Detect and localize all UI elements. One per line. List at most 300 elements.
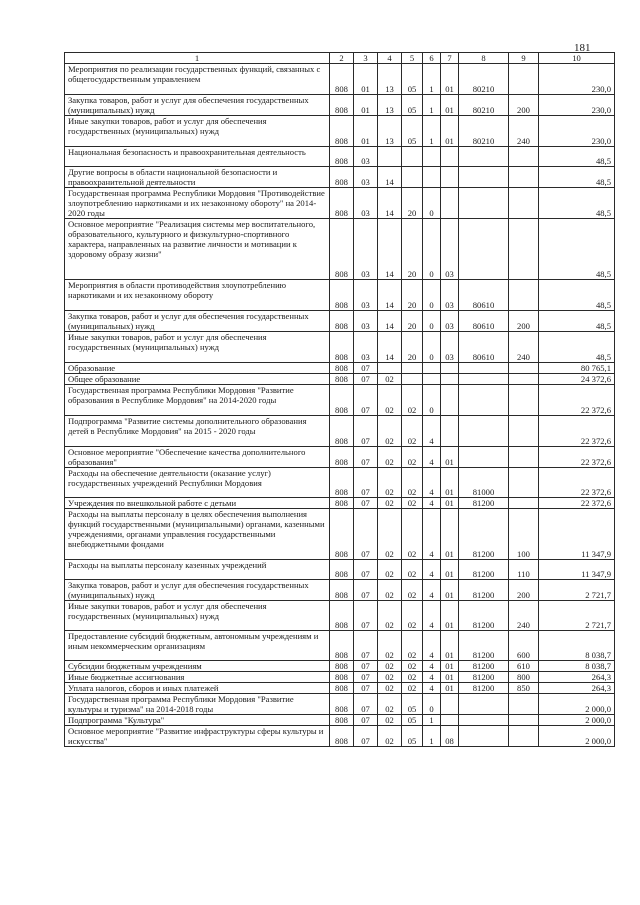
row-name: Основное мероприятие "Обеспечение качества дополнительного образования" — [65, 447, 330, 468]
code-grbs: 808 — [330, 468, 354, 498]
code-event: 01 — [441, 631, 459, 661]
row-name: Расходы на выплаты персоналу казенных учреждений — [65, 560, 330, 580]
table-row — [65, 363, 615, 374]
column-header: 9 — [509, 53, 539, 64]
code-subprogram: 4 — [423, 468, 441, 498]
code-section: 07 — [354, 447, 378, 468]
column-header: 2 — [330, 53, 354, 64]
code-event: 01 — [441, 95, 459, 116]
code-subprogram: 0 — [423, 311, 441, 332]
code-grbs: 808 — [330, 672, 354, 683]
row-name: Закупка товаров, работ и услуг для обеспечения государственных (муниципальных) нужд — [65, 311, 330, 332]
table-row — [65, 385, 615, 416]
row-name: Закупка товаров, работ и услуг для обеспечения государственных (муниципальных) нужд — [65, 580, 330, 601]
table-row — [65, 64, 615, 95]
row-name: Расходы на обеспечение деятельности (оказание услуг) государственных учреждений Республики Мордовия — [65, 468, 330, 498]
code-subprogram: 0 — [423, 694, 441, 715]
column-header: 5 — [402, 53, 423, 64]
code-grbs: 808 — [330, 167, 354, 188]
code-subsection: 02 — [378, 726, 402, 747]
code-program: 02 — [402, 416, 423, 447]
code-grbs: 808 — [330, 385, 354, 416]
code-grbs: 808 — [330, 694, 354, 715]
row-name: Другие вопросы в области национальной безопасности и правоохранительной деятельности — [65, 167, 330, 188]
code-section: 03 — [354, 188, 378, 219]
code-subprogram: 4 — [423, 416, 441, 447]
code-grbs: 808 — [330, 116, 354, 147]
code-grbs: 808 — [330, 280, 354, 311]
table-row — [65, 726, 615, 747]
code-expense-type — [509, 167, 539, 188]
row-amount: 2 721,7 — [539, 601, 615, 631]
code-subprogram: 4 — [423, 631, 441, 661]
code-subprogram: 0 — [423, 385, 441, 416]
code-program: 20 — [402, 332, 423, 363]
code-expense-type — [509, 694, 539, 715]
code-expense-type: 240 — [509, 601, 539, 631]
code-subsection — [378, 147, 402, 167]
code-section: 07 — [354, 580, 378, 601]
code-grbs: 808 — [330, 683, 354, 694]
row-amount: 48,5 — [539, 332, 615, 363]
code-expense-type: 240 — [509, 332, 539, 363]
row-name: Мероприятия по реализации государственных функций, связанных с общегосударственным управлением — [65, 64, 330, 95]
table-row — [65, 631, 615, 661]
table-row — [65, 468, 615, 498]
code-subprogram: 4 — [423, 498, 441, 509]
code-direction — [459, 374, 509, 385]
code-event — [441, 363, 459, 374]
table-row — [65, 311, 615, 332]
code-direction: 80610 — [459, 280, 509, 311]
code-direction: 81200 — [459, 498, 509, 509]
code-grbs: 808 — [330, 363, 354, 374]
code-direction — [459, 219, 509, 280]
row-amount: 2 000,0 — [539, 715, 615, 726]
row-amount: 230,0 — [539, 64, 615, 95]
code-grbs: 808 — [330, 726, 354, 747]
code-grbs: 808 — [330, 498, 354, 509]
code-direction: 81200 — [459, 631, 509, 661]
row-amount: 11 347,9 — [539, 560, 615, 580]
row-amount: 48,5 — [539, 147, 615, 167]
code-expense-type — [509, 468, 539, 498]
code-subprogram: 1 — [423, 64, 441, 95]
row-amount: 8 038,7 — [539, 631, 615, 661]
code-event — [441, 694, 459, 715]
row-name: Иные бюджетные ассигнования — [65, 672, 330, 683]
column-header: 1 — [65, 53, 330, 64]
code-expense-type — [509, 188, 539, 219]
code-subsection: 02 — [378, 560, 402, 580]
row-amount: 11 347,9 — [539, 509, 615, 560]
code-section: 07 — [354, 560, 378, 580]
table-row — [65, 219, 615, 280]
row-amount: 2 000,0 — [539, 726, 615, 747]
code-event: 01 — [441, 498, 459, 509]
code-subsection: 13 — [378, 95, 402, 116]
table-row — [65, 167, 615, 188]
code-section: 07 — [354, 363, 378, 374]
code-direction: 81000 — [459, 468, 509, 498]
code-subprogram: 4 — [423, 601, 441, 631]
column-header: 10 — [539, 53, 615, 64]
code-subsection: 02 — [378, 715, 402, 726]
row-amount: 2 000,0 — [539, 694, 615, 715]
row-name: Иные закупки товаров, работ и услуг для обеспечения государственных (муниципальных) нужд — [65, 332, 330, 363]
code-expense-type: 100 — [509, 509, 539, 560]
code-section: 07 — [354, 601, 378, 631]
page-number: 181 — [574, 42, 591, 54]
code-program — [402, 167, 423, 188]
code-subsection: 14 — [378, 167, 402, 188]
code-program: 02 — [402, 468, 423, 498]
row-name: Государственная программа Республики Мордовия "Противодействие злоупотреблению наркотиками и их незаконному обороту" на 2014-2020 годы — [65, 188, 330, 219]
code-subsection: 02 — [378, 498, 402, 509]
code-program — [402, 374, 423, 385]
code-expense-type: 800 — [509, 672, 539, 683]
row-name: Расходы на выплаты персоналу в целях обеспечения выполнения функций государственными (муниципальными) органами, казенными учреждениями, органами управления государственными внебюджетными фондами — [65, 509, 330, 560]
code-event: 03 — [441, 311, 459, 332]
code-section: 07 — [354, 385, 378, 416]
code-program: 02 — [402, 580, 423, 601]
code-subprogram — [423, 147, 441, 167]
code-expense-type — [509, 715, 539, 726]
code-subprogram: 0 — [423, 219, 441, 280]
code-event: 01 — [441, 468, 459, 498]
table-header-row — [65, 53, 615, 64]
code-expense-type: 240 — [509, 116, 539, 147]
code-event: 08 — [441, 726, 459, 747]
code-program: 05 — [402, 694, 423, 715]
code-direction — [459, 694, 509, 715]
code-event — [441, 416, 459, 447]
code-program: 05 — [402, 726, 423, 747]
code-section: 07 — [354, 416, 378, 447]
table-row — [65, 147, 615, 167]
code-program: 02 — [402, 509, 423, 560]
code-direction — [459, 363, 509, 374]
table-row — [65, 560, 615, 580]
code-event — [441, 167, 459, 188]
code-program: 05 — [402, 715, 423, 726]
code-expense-type — [509, 363, 539, 374]
column-header: 3 — [354, 53, 378, 64]
table-row — [65, 683, 615, 694]
column-header: 7 — [441, 53, 459, 64]
code-direction: 80610 — [459, 311, 509, 332]
column-header: 8 — [459, 53, 509, 64]
code-grbs: 808 — [330, 715, 354, 726]
code-event: 03 — [441, 280, 459, 311]
code-section: 07 — [354, 498, 378, 509]
code-program: 02 — [402, 385, 423, 416]
code-event — [441, 715, 459, 726]
table-row — [65, 694, 615, 715]
table-body — [65, 64, 615, 747]
code-section: 07 — [354, 715, 378, 726]
code-grbs: 808 — [330, 601, 354, 631]
row-name: Иные закупки товаров, работ и услуг для обеспечения государственных (муниципальных) нужд — [65, 116, 330, 147]
budget-table — [64, 52, 615, 747]
code-program: 05 — [402, 116, 423, 147]
code-event: 01 — [441, 509, 459, 560]
code-grbs: 808 — [330, 95, 354, 116]
code-program: 02 — [402, 672, 423, 683]
code-subprogram: 4 — [423, 672, 441, 683]
code-section: 07 — [354, 672, 378, 683]
row-amount: 230,0 — [539, 95, 615, 116]
row-amount: 22 372,6 — [539, 416, 615, 447]
code-subprogram — [423, 363, 441, 374]
row-name: Уплата налогов, сборов и иных платежей — [65, 683, 330, 694]
code-grbs: 808 — [330, 219, 354, 280]
row-amount: 2 721,7 — [539, 580, 615, 601]
code-subsection: 13 — [378, 116, 402, 147]
code-section: 07 — [354, 631, 378, 661]
code-subsection: 02 — [378, 416, 402, 447]
row-amount: 48,5 — [539, 219, 615, 280]
row-name: Субсидии бюджетным учреждениям — [65, 661, 330, 672]
code-direction — [459, 385, 509, 416]
code-grbs: 808 — [330, 64, 354, 95]
code-event: 01 — [441, 580, 459, 601]
code-subsection: 14 — [378, 332, 402, 363]
code-subsection: 02 — [378, 385, 402, 416]
code-program: 05 — [402, 95, 423, 116]
row-amount: 48,5 — [539, 311, 615, 332]
code-grbs: 808 — [330, 311, 354, 332]
code-program: 20 — [402, 188, 423, 219]
row-amount: 22 372,6 — [539, 385, 615, 416]
code-section: 03 — [354, 311, 378, 332]
code-section: 01 — [354, 95, 378, 116]
code-subprogram — [423, 374, 441, 385]
code-subprogram: 4 — [423, 580, 441, 601]
table-row — [65, 661, 615, 672]
code-program — [402, 363, 423, 374]
row-name: Государственная программа Республики Мордовия "Развитие культуры и туризма" на 2014-2018 годы — [65, 694, 330, 715]
code-section: 01 — [354, 64, 378, 95]
table-row — [65, 280, 615, 311]
code-program: 02 — [402, 447, 423, 468]
code-section: 03 — [354, 219, 378, 280]
row-amount: 80 765,1 — [539, 363, 615, 374]
code-subsection — [378, 363, 402, 374]
code-subsection: 02 — [378, 694, 402, 715]
code-grbs: 808 — [330, 631, 354, 661]
code-subprogram: 0 — [423, 332, 441, 363]
code-direction — [459, 447, 509, 468]
code-direction — [459, 726, 509, 747]
table-row — [65, 498, 615, 509]
code-program: 02 — [402, 661, 423, 672]
code-expense-type: 850 — [509, 683, 539, 694]
table-row — [65, 116, 615, 147]
table-row — [65, 332, 615, 363]
code-subprogram: 4 — [423, 560, 441, 580]
code-grbs: 808 — [330, 447, 354, 468]
code-subprogram — [423, 167, 441, 188]
code-direction — [459, 147, 509, 167]
code-direction — [459, 167, 509, 188]
code-expense-type: 200 — [509, 580, 539, 601]
code-expense-type — [509, 147, 539, 167]
code-event: 01 — [441, 560, 459, 580]
code-expense-type: 110 — [509, 560, 539, 580]
row-name: Подпрограмма "Развитие системы дополнительного образования детей в Республике Мордовия" на 2015 - 2020 годы — [65, 416, 330, 447]
code-section: 03 — [354, 167, 378, 188]
code-event: 01 — [441, 64, 459, 95]
row-amount: 230,0 — [539, 116, 615, 147]
code-grbs: 808 — [330, 147, 354, 167]
table-row — [65, 601, 615, 631]
code-expense-type: 600 — [509, 631, 539, 661]
row-amount: 264,3 — [539, 683, 615, 694]
code-subsection: 02 — [378, 447, 402, 468]
code-direction: 81200 — [459, 683, 509, 694]
row-amount: 22 372,6 — [539, 447, 615, 468]
code-expense-type — [509, 498, 539, 509]
code-event — [441, 188, 459, 219]
code-program: 05 — [402, 64, 423, 95]
code-event: 03 — [441, 219, 459, 280]
code-subsection: 02 — [378, 374, 402, 385]
code-direction — [459, 715, 509, 726]
table-row — [65, 447, 615, 468]
code-subsection: 02 — [378, 661, 402, 672]
row-name: Общее образование — [65, 374, 330, 385]
row-name: Мероприятия в области противодействия злоупотреблению наркотиками и их незаконному обороту — [65, 280, 330, 311]
row-amount: 24 372,6 — [539, 374, 615, 385]
code-expense-type — [509, 726, 539, 747]
code-section: 03 — [354, 332, 378, 363]
code-section: 03 — [354, 147, 378, 167]
row-name: Предоставление субсидий бюджетным, автономным учреждениям и иным некоммерческим организациям — [65, 631, 330, 661]
code-event — [441, 385, 459, 416]
table-row — [65, 580, 615, 601]
code-program: 02 — [402, 601, 423, 631]
table-row — [65, 416, 615, 447]
code-subprogram: 4 — [423, 447, 441, 468]
code-subsection: 14 — [378, 311, 402, 332]
code-program: 02 — [402, 560, 423, 580]
code-section: 01 — [354, 116, 378, 147]
row-amount: 48,5 — [539, 280, 615, 311]
code-direction: 81200 — [459, 661, 509, 672]
code-program: 20 — [402, 280, 423, 311]
code-subprogram: 1 — [423, 715, 441, 726]
code-grbs: 808 — [330, 374, 354, 385]
code-subprogram: 4 — [423, 509, 441, 560]
code-direction: 80610 — [459, 332, 509, 363]
code-event: 01 — [441, 661, 459, 672]
column-header: 6 — [423, 53, 441, 64]
code-section: 07 — [354, 509, 378, 560]
code-subsection: 02 — [378, 683, 402, 694]
code-grbs: 808 — [330, 332, 354, 363]
code-program: 20 — [402, 311, 423, 332]
code-grbs: 808 — [330, 661, 354, 672]
code-subprogram: 1 — [423, 116, 441, 147]
code-subsection: 02 — [378, 631, 402, 661]
column-header: 4 — [378, 53, 402, 64]
row-amount: 8 038,7 — [539, 661, 615, 672]
code-program: 02 — [402, 498, 423, 509]
row-amount: 48,5 — [539, 167, 615, 188]
row-name: Основное мероприятие "Реализация системы мер воспитательного, образовательного, культурного и физкультурно-спортивного характера, направленных на развитие личности и мотивации к здоровому образу жизни" — [65, 219, 330, 280]
code-subsection: 13 — [378, 64, 402, 95]
code-expense-type — [509, 280, 539, 311]
row-amount: 22 372,6 — [539, 498, 615, 509]
code-section: 07 — [354, 726, 378, 747]
code-event: 01 — [441, 601, 459, 631]
code-direction: 81200 — [459, 601, 509, 631]
code-grbs: 808 — [330, 509, 354, 560]
code-subprogram: 4 — [423, 683, 441, 694]
code-expense-type — [509, 416, 539, 447]
code-grbs: 808 — [330, 560, 354, 580]
code-direction: 81200 — [459, 580, 509, 601]
code-program: 02 — [402, 631, 423, 661]
code-expense-type — [509, 374, 539, 385]
code-expense-type — [509, 219, 539, 280]
code-section: 07 — [354, 374, 378, 385]
code-subprogram: 1 — [423, 726, 441, 747]
row-name: Национальная безопасность и правоохранительная деятельность — [65, 147, 330, 167]
code-direction: 80210 — [459, 116, 509, 147]
table-row — [65, 374, 615, 385]
code-event — [441, 374, 459, 385]
row-amount: 48,5 — [539, 188, 615, 219]
code-event: 01 — [441, 116, 459, 147]
code-expense-type — [509, 385, 539, 416]
code-event: 01 — [441, 683, 459, 694]
code-program: 20 — [402, 219, 423, 280]
code-grbs: 808 — [330, 188, 354, 219]
code-subsection: 02 — [378, 468, 402, 498]
row-name: Иные закупки товаров, работ и услуг для обеспечения государственных (муниципальных) нужд — [65, 601, 330, 631]
row-amount: 22 372,6 — [539, 468, 615, 498]
row-name: Закупка товаров, работ и услуг для обеспечения государственных (муниципальных) нужд — [65, 95, 330, 116]
code-expense-type — [509, 64, 539, 95]
code-subprogram: 0 — [423, 188, 441, 219]
code-subsection: 14 — [378, 188, 402, 219]
code-expense-type: 610 — [509, 661, 539, 672]
code-direction — [459, 188, 509, 219]
code-subprogram: 4 — [423, 661, 441, 672]
code-subsection: 14 — [378, 280, 402, 311]
table-row — [65, 715, 615, 726]
table-row — [65, 188, 615, 219]
row-name: Образование — [65, 363, 330, 374]
code-section: 03 — [354, 280, 378, 311]
code-grbs: 808 — [330, 580, 354, 601]
code-direction: 81200 — [459, 672, 509, 683]
code-event — [441, 147, 459, 167]
table-row — [65, 509, 615, 560]
code-program: 02 — [402, 683, 423, 694]
code-expense-type: 200 — [509, 311, 539, 332]
code-subsection: 02 — [378, 601, 402, 631]
code-expense-type — [509, 447, 539, 468]
code-section: 07 — [354, 468, 378, 498]
code-direction: 81200 — [459, 560, 509, 580]
code-subsection: 02 — [378, 580, 402, 601]
code-subsection: 02 — [378, 509, 402, 560]
code-section: 07 — [354, 694, 378, 715]
row-name: Государственная программа Республики Мордовия "Развитие образования в Республике Мордовия" на 2014-2020 годы — [65, 385, 330, 416]
